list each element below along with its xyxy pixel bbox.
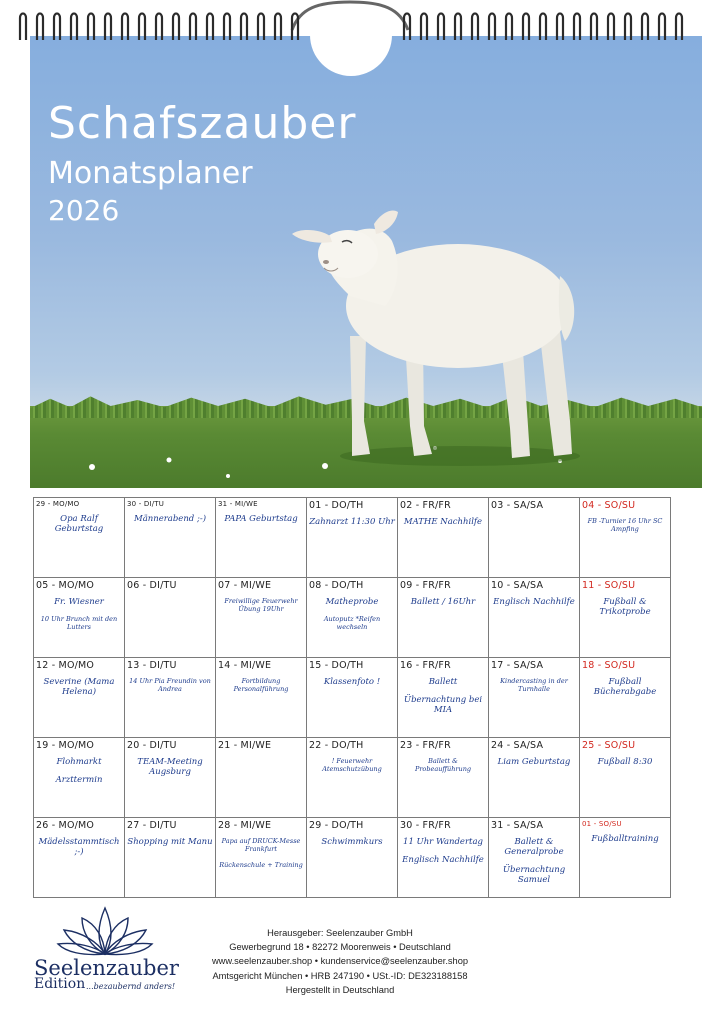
publisher-imprint xyxy=(190,926,490,997)
day-cell[interactable] xyxy=(489,578,580,658)
day-cell[interactable] xyxy=(307,578,398,658)
day-cell[interactable] xyxy=(489,738,580,818)
hanger-wire xyxy=(292,2,408,30)
calendar-subtitle: Monatsplaner xyxy=(48,156,253,191)
day-cell[interactable] xyxy=(489,498,580,578)
day-label: 16 - FR/FR xyxy=(400,660,451,671)
imprint-line: Gewerbegrund 18 • 82272 Moorenweis • Deutschland xyxy=(229,942,451,953)
day-cell[interactable] xyxy=(125,578,216,658)
day-cell[interactable] xyxy=(216,498,307,578)
day-cell[interactable] xyxy=(34,658,125,738)
month-grid xyxy=(33,497,671,898)
event-note: Shopping mit Manu xyxy=(127,837,213,847)
week-row xyxy=(34,498,671,578)
event-note: Freiwillige Feuerwehr Übung 19Uhr xyxy=(224,597,298,613)
day-cell[interactable] xyxy=(489,658,580,738)
event-note: Männerabend ;-) xyxy=(133,514,207,524)
event-note: Mädelsstammtisch ;-) xyxy=(38,837,120,857)
imprint-line: www.seelenzauber.shop • kundenservice@seelenzauber.shop xyxy=(211,956,469,967)
event-note: Ballett / 16Uhr xyxy=(410,597,476,607)
brand-edition: Edition xyxy=(34,976,86,992)
event-note: 14 Uhr Pia Freundin von Andrea xyxy=(129,677,211,693)
day-label: 30 - DI/TU xyxy=(127,500,165,508)
day-cell[interactable] xyxy=(580,818,671,898)
day-label: 24 - SA/SA xyxy=(491,740,544,751)
event-note: TEAM-Meeting Augsburg xyxy=(137,757,203,777)
event-note: Autoputz *Reifen wechseln xyxy=(323,615,381,631)
day-label: 01 - DO/TH xyxy=(309,500,364,511)
day-label: 04 - SO/SU xyxy=(582,500,636,511)
event-note: 10 Uhr Brunch mit den Lutters xyxy=(40,615,118,631)
imprint-line: Hergestellt in Deutschland xyxy=(285,984,395,995)
day-label: 17 - SA/SA xyxy=(491,660,544,671)
day-cell[interactable] xyxy=(125,818,216,898)
event-note: Kindercasting in der Turnhalle xyxy=(500,677,568,693)
event-note: Englisch Nachhilfe xyxy=(402,855,484,865)
event-note: Rückenschule + Training xyxy=(219,861,303,869)
day-label: 19 - MO/MO xyxy=(36,740,95,751)
week-row xyxy=(34,578,671,658)
day-label: 12 - MO/MO xyxy=(36,660,95,671)
event-note: PAPA Geburtstag xyxy=(224,514,298,524)
day-label: 21 - MI/WE xyxy=(218,740,272,751)
day-label: 27 - DI/TU xyxy=(127,820,177,831)
day-cell[interactable] xyxy=(580,738,671,818)
day-label: 11 - SO/SU xyxy=(582,580,636,591)
day-label: 25 - SO/SU xyxy=(582,740,636,751)
brand-name: Seelenzauber xyxy=(34,956,179,980)
wire-binding xyxy=(0,0,702,40)
day-cell[interactable] xyxy=(398,738,489,818)
day-label: 02 - FR/FR xyxy=(400,500,451,511)
event-note: Opa Ralf Geburtstag xyxy=(54,514,104,534)
event-note: Fußballtraining xyxy=(591,834,659,844)
imprint-line: Amtsgericht München • HRB 247190 • USt.-ID: DE323188158 xyxy=(212,970,468,981)
day-label: 30 - FR/FR xyxy=(400,820,451,831)
event-note: Liam Geburtstag xyxy=(497,757,571,767)
day-label: 20 - DI/TU xyxy=(127,740,177,751)
brand-slogan: ...bezaubernd anders! xyxy=(86,982,176,991)
event-note: 11 Uhr Wandertag xyxy=(403,837,483,847)
week-row xyxy=(34,738,671,818)
day-label: 15 - DO/TH xyxy=(309,660,364,671)
day-label: 28 - MI/WE xyxy=(218,820,272,831)
day-cell[interactable] xyxy=(580,578,671,658)
day-cell[interactable] xyxy=(216,818,307,898)
event-note: Zahnarzt 11:30 Uhr xyxy=(309,517,395,527)
day-cell[interactable] xyxy=(34,498,125,578)
day-label: 03 - SA/SA xyxy=(491,500,544,511)
day-label: 09 - FR/FR xyxy=(400,580,451,591)
day-label: 31 - SA/SA xyxy=(491,820,544,831)
lamb-photo xyxy=(30,36,702,488)
event-note: Ballett & Generalprobe xyxy=(504,837,564,857)
day-cell[interactable] xyxy=(216,738,307,818)
day-label: 14 - MI/WE xyxy=(218,660,272,671)
day-cell[interactable] xyxy=(34,578,125,658)
day-label: 06 - DI/TU xyxy=(127,580,177,591)
day-cell[interactable] xyxy=(307,658,398,738)
day-label: 07 - MI/WE xyxy=(218,580,272,591)
event-note: Ballett & Probeaufführung xyxy=(414,757,472,773)
day-label: 29 - MO/MO xyxy=(36,500,80,508)
day-cell[interactable] xyxy=(34,738,125,818)
day-label: 31 - MI/WE xyxy=(218,500,258,508)
day-cell[interactable] xyxy=(34,818,125,898)
day-cell[interactable] xyxy=(125,738,216,818)
day-cell[interactable] xyxy=(216,658,307,738)
day-cell[interactable] xyxy=(307,818,398,898)
imprint-line: Herausgeber: Seelenzauber GmbH xyxy=(267,928,413,938)
event-note: ! Feuerwehr Atemschutzübung xyxy=(322,757,382,773)
week-row xyxy=(34,658,671,738)
day-label: 08 - DO/TH xyxy=(309,580,364,591)
day-cell[interactable] xyxy=(398,498,489,578)
day-label: 29 - DO/TH xyxy=(309,820,364,831)
day-label: 10 - SA/SA xyxy=(491,580,544,591)
day-cell[interactable] xyxy=(125,658,216,738)
event-note: Matheprobe xyxy=(325,597,379,607)
day-cell[interactable] xyxy=(489,818,580,898)
day-cell[interactable] xyxy=(580,658,671,738)
event-note: Fußball Bücherabgabe xyxy=(593,677,657,697)
day-cell[interactable] xyxy=(125,498,216,578)
event-note: Flohmarkt xyxy=(56,757,102,767)
day-label: 01 - SO/SU xyxy=(582,820,622,828)
day-cell[interactable] xyxy=(580,498,671,578)
event-note: Fußball 8:30 xyxy=(597,757,653,767)
calendar-year: 2026 xyxy=(48,194,120,227)
event-note: Fortbildung Personalführung xyxy=(233,677,289,693)
week-row xyxy=(34,818,671,898)
event-note: Klassenfoto ! xyxy=(323,677,381,687)
event-note: MATHE Nachhilfe xyxy=(403,517,483,527)
event-note: Übernachtung Samuel xyxy=(502,865,566,885)
event-note: Fußball & Trikotprobe xyxy=(599,597,651,617)
day-cell[interactable] xyxy=(307,498,398,578)
day-cell[interactable] xyxy=(307,738,398,818)
event-note: Schwimmkurs xyxy=(321,837,383,847)
event-note: Fr. Wiesner xyxy=(54,597,104,607)
day-cell[interactable] xyxy=(398,658,489,738)
event-note: Papa auf DRUCK-Messe Frankfurt xyxy=(221,837,301,853)
calendar-title: Schafszauber xyxy=(48,98,357,149)
spiral-rings xyxy=(20,14,682,41)
day-label: 18 - SO/SU xyxy=(582,660,636,671)
event-note: Ballett xyxy=(428,677,458,687)
day-label: 13 - DI/TU xyxy=(127,660,177,671)
event-note: Englisch Nachhilfe xyxy=(493,597,575,607)
day-label: 23 - FR/FR xyxy=(400,740,451,751)
day-cell[interactable] xyxy=(398,818,489,898)
event-note: Übernachtung bei MIA xyxy=(403,695,483,715)
day-label: 26 - MO/MO xyxy=(36,820,95,831)
day-cell[interactable] xyxy=(216,578,307,658)
event-note: Severine (Mama Helena) xyxy=(43,677,115,697)
event-note: FB -Turnier 16 Uhr SC Ampfing xyxy=(587,517,663,533)
event-note: Arzttermin xyxy=(55,775,103,785)
day-cell[interactable] xyxy=(398,578,489,658)
day-label: 22 - DO/TH xyxy=(309,740,364,751)
day-label: 05 - MO/MO xyxy=(36,580,95,591)
